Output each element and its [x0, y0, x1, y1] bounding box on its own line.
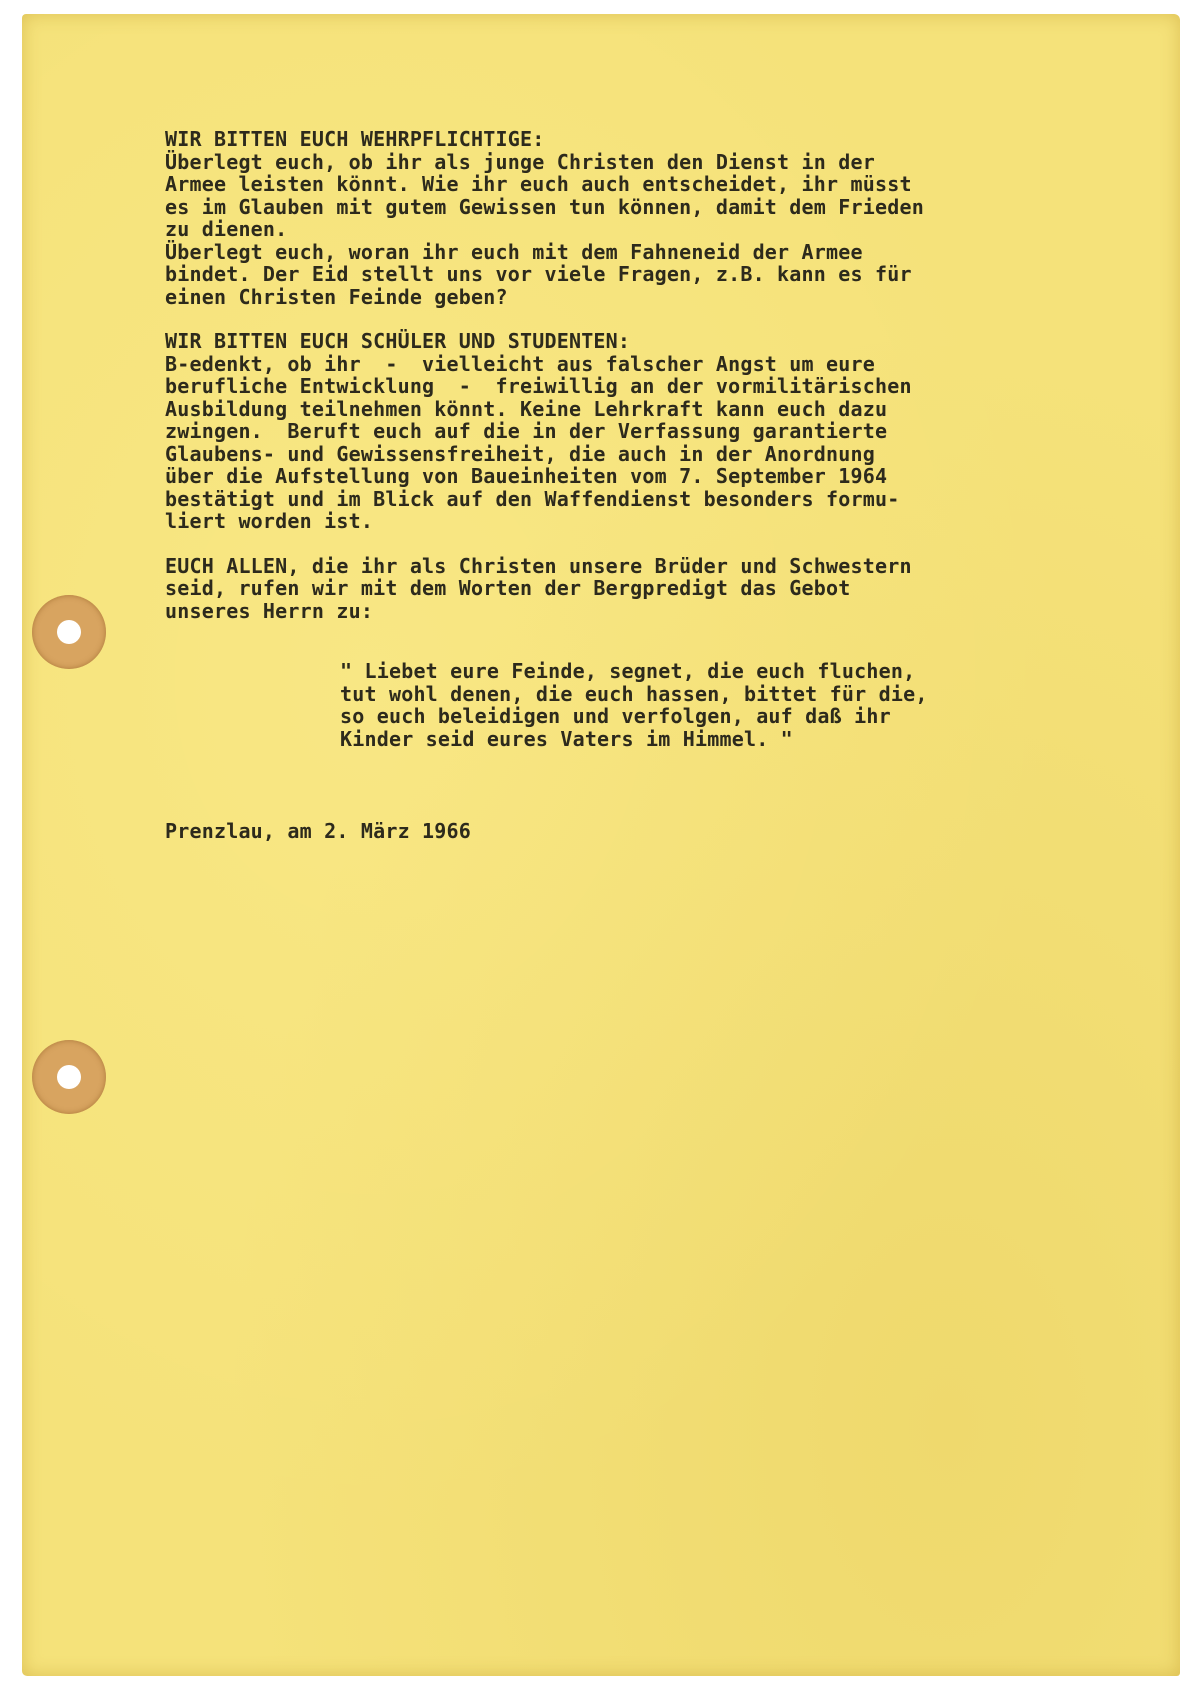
punch-hole-top [32, 595, 106, 669]
text-line: Überlegt euch, ob ihr als junge Christen den Dienst in der [165, 149, 875, 174]
section-conscripts [165, 128, 1085, 308]
text-line: B-edenkt, ob ihr - vielleicht aus falscher Angst um eure [165, 351, 875, 376]
quote-line: " Liebet eure Feinde, segnet, die euch fluchen, [340, 659, 916, 683]
text-line: Glaubens- und Gewissensfreiheit, die auch in der Anordnung [165, 441, 875, 466]
section-heading-students: WIR BITTEN EUCH SCHÜLER UND STUDENTEN: [165, 329, 631, 353]
punch-hole-bottom [32, 1040, 106, 1114]
quote-line: so euch beleidigen und verfolgen, auf daß ihr [340, 704, 891, 728]
text-line: zu dienen. [165, 217, 288, 241]
place-date-signoff [165, 820, 1085, 843]
text-line: Überlegt euch, woran ihr euch mit dem Fahneneid der Armee [165, 239, 863, 264]
text-line: unseres Herrn zu: [165, 598, 374, 623]
text-line: Armee leisten könnt. Wie ihr euch auch entscheidet, ihr müsst [165, 172, 912, 196]
text-line: bindet. Der Eid stellt uns vor viele Fragen, z.B. kann es für [165, 262, 912, 286]
place-date: Prenzlau, am 2. März 1966 [165, 819, 472, 843]
text-line: liert worden ist. [165, 509, 374, 533]
text-line: zwingen. Beruft euch auf die in der Verfassung garantierte [165, 419, 888, 443]
quote-line: tut wohl denen, die euch hassen, bittet für die, [340, 681, 928, 706]
sermon-quote [340, 660, 1085, 750]
text-line: berufliche Entwicklung - freiwillig an der vormilitärischen [165, 374, 912, 398]
text-line: einen Christen Feinde geben? [165, 284, 508, 309]
text-line: seid, rufen wir mit dem Worten der Bergpredigt das Gebot [165, 576, 851, 600]
section-all [165, 555, 1085, 623]
text-line: Ausbildung teilnehmen könnt. Keine Lehrkraft kann euch dazu [165, 396, 888, 421]
section-students [165, 330, 1085, 533]
quote-line: Kinder seid eures Vaters im Himmel. " [340, 726, 793, 751]
section-heading-conscripts: WIR BITTEN EUCH WEHRPFLICHTIGE: [165, 127, 545, 151]
text-line: bestätigt und im Blick auf den Waffendienst besonders formu- [165, 486, 900, 511]
letter-body [165, 128, 1085, 843]
text-line: EUCH ALLEN, die ihr als Christen unsere Brüder und Schwestern [165, 553, 912, 578]
text-line: es im Glauben mit gutem Gewissen tun können, damit dem Frieden [165, 194, 924, 219]
text-line: über die Aufstellung von Baueinheiten vom 7. September 1964 [165, 464, 888, 488]
